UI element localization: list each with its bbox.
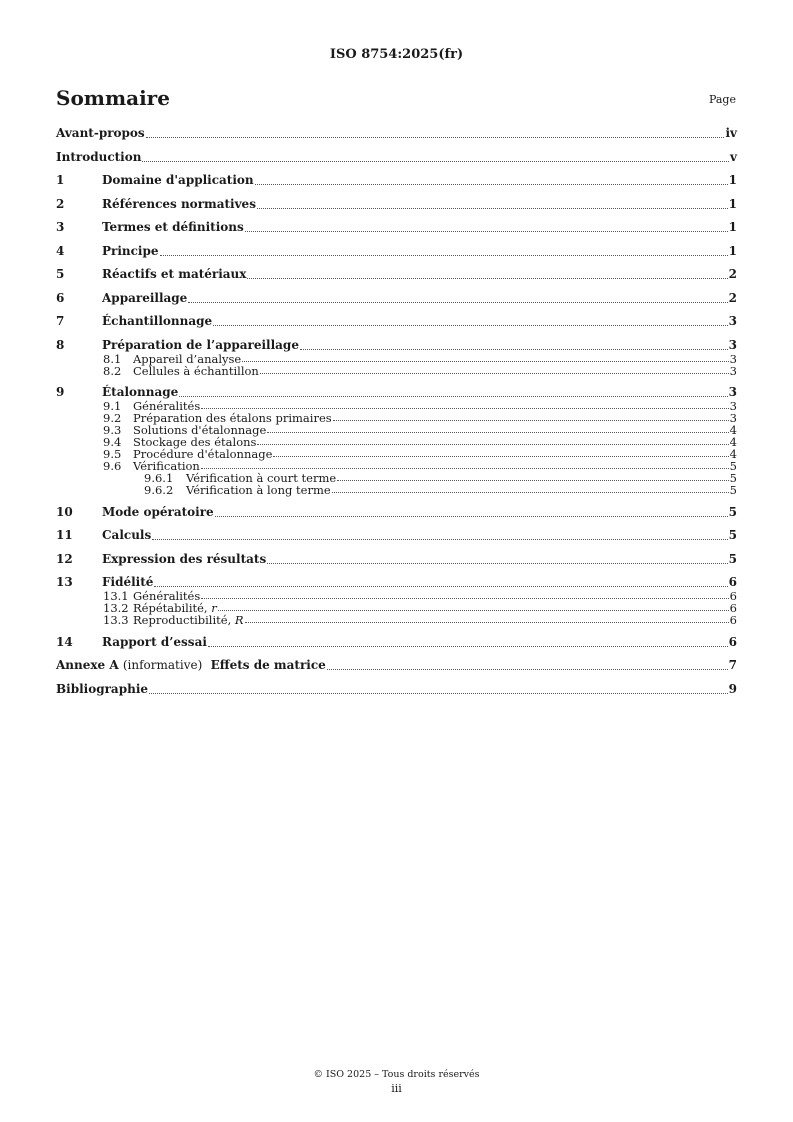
dot-leader xyxy=(201,408,728,409)
toc-entry-page: 4 xyxy=(729,447,737,461)
annex-title: Effets de matrice xyxy=(210,658,326,672)
toc-entry-page: 3 xyxy=(728,385,737,399)
toc-entry-label: Généralités xyxy=(133,399,201,413)
toc-entry-page: 3 xyxy=(729,363,737,378)
toc-entry-number: 2 xyxy=(56,196,65,211)
toc-entry-1[interactable] xyxy=(56,172,737,188)
annex-label: Annexe A xyxy=(56,658,119,672)
toc-entry-number: 9.1 xyxy=(103,399,122,413)
page-footer xyxy=(0,1068,793,1096)
dot-leader xyxy=(208,646,728,647)
dot-leader xyxy=(154,586,727,587)
toc-entry-page: v xyxy=(730,149,737,164)
dot-leader xyxy=(160,255,728,256)
toc-entry-label: Termes et définitions xyxy=(102,220,244,234)
toc-entry-page: 5 xyxy=(729,471,737,485)
toc-entry-number: 4 xyxy=(56,243,65,258)
toc-entry-number: 13.1 xyxy=(103,589,129,603)
toc-entry-bibliographie[interactable] xyxy=(56,681,737,697)
toc-entry-3[interactable] xyxy=(56,219,737,235)
toc-entry-page: iv xyxy=(725,126,737,140)
dot-leader xyxy=(273,456,728,457)
toc-entry-page: 2 xyxy=(728,267,737,281)
dot-leader xyxy=(255,184,728,185)
toc-entry-5[interactable] xyxy=(56,266,737,282)
dot-leader xyxy=(201,468,729,469)
toc-entry-number: 8.1 xyxy=(103,351,122,366)
toc-entry-label: Vérification xyxy=(133,459,200,473)
toc-entry-number: 9.2 xyxy=(103,411,122,425)
toc-entry-annex-a[interactable] xyxy=(56,657,737,673)
dot-leader xyxy=(152,539,727,540)
toc-entry-number: 14 xyxy=(56,634,73,649)
dot-leader xyxy=(188,302,727,303)
toc-entry-7[interactable] xyxy=(56,313,737,329)
toc-entry-label: Cellules à échantillon xyxy=(133,363,259,378)
toc-entry-9[interactable] xyxy=(56,384,737,400)
toc-entry-number: 10 xyxy=(56,504,73,519)
document-header: ISO 8754:2025(fr) xyxy=(329,47,464,62)
toc-entry-number: 13 xyxy=(56,575,73,589)
toc-entry-label-variable: r xyxy=(211,601,217,615)
toc-entry-page: 4 xyxy=(729,423,737,437)
toc-entry-label-text: Répétabilité, xyxy=(133,601,212,615)
toc-entry-number: 1 xyxy=(56,173,65,187)
toc-entry-page: 4 xyxy=(729,435,737,449)
toc-entry-label: Préparation des étalons primaires xyxy=(133,411,332,425)
toc-entry-page: 5 xyxy=(729,459,737,473)
toc-entry-page: 6 xyxy=(729,589,737,603)
toc-entry-introduction[interactable] xyxy=(56,149,737,165)
toc-entry-11[interactable] xyxy=(56,527,737,543)
dot-leader xyxy=(300,349,728,350)
toc-entry-number: 13.2 xyxy=(103,601,129,615)
toc-entry-label: Appareillage xyxy=(102,290,188,305)
toc-entry-14[interactable] xyxy=(56,634,737,650)
toc-entry-number: 8 xyxy=(56,337,65,352)
toc-entry-page: 3 xyxy=(728,337,737,352)
dot-leader xyxy=(218,610,729,611)
toc-entry-number: 9.4 xyxy=(103,435,122,449)
toc-entry-page: 5 xyxy=(728,504,737,519)
toc-entry-page: 5 xyxy=(728,528,737,542)
toc-entry-page: 3 xyxy=(728,314,737,328)
table-of-contents xyxy=(56,125,737,697)
toc-entry-page: 3 xyxy=(729,411,737,425)
toc-entry-label: Préparation de l’appareillage xyxy=(102,337,299,352)
toc-entry-page: 3 xyxy=(729,399,737,413)
dot-leader xyxy=(201,598,728,599)
toc-entry-label: Vérification à long terme xyxy=(186,483,331,497)
copyright-notice: © ISO 2025 – Tous droits réservés xyxy=(313,1069,480,1080)
toc-entry-label: Principe xyxy=(102,243,159,258)
toc-entry-label: Domaine d'application xyxy=(102,173,254,187)
toc-entry-12[interactable] xyxy=(56,551,737,567)
toc-entry-page: 5 xyxy=(728,551,737,566)
toc-entry-label: Réactifs et matériaux xyxy=(102,267,247,281)
dot-leader xyxy=(142,161,729,162)
dot-leader xyxy=(327,669,728,670)
toc-entry-label: Échantillonnage xyxy=(102,314,213,328)
toc-entry-8-1[interactable] xyxy=(56,353,737,365)
toc-entry-label: Stockage des étalons xyxy=(133,435,257,449)
toc-entry-label: Rapport d’essai xyxy=(102,634,207,649)
toc-entry-number: 7 xyxy=(56,314,65,328)
toc-entry-label: Introduction xyxy=(56,149,142,164)
toc-entry-page: 6 xyxy=(729,601,737,615)
toc-entry-label: Calculs xyxy=(102,528,152,542)
toc-entry-13-3[interactable] xyxy=(56,614,737,626)
toc-entry-number: 13.3 xyxy=(103,613,129,627)
toc-entry-label: Bibliographie xyxy=(56,681,149,696)
dot-leader xyxy=(213,325,727,326)
dot-leader xyxy=(260,373,729,374)
toc-entry-page: 6 xyxy=(728,575,737,589)
dot-leader xyxy=(257,444,728,445)
toc-entry-number: 6 xyxy=(56,290,65,305)
toc-entry-page: 1 xyxy=(728,220,737,234)
toc-entry-label-text: Reproductibilité, xyxy=(133,613,235,627)
toc-entry-number: 3 xyxy=(56,220,65,234)
toc-entry-9-6-2[interactable] xyxy=(56,484,737,496)
toc-entry-4[interactable] xyxy=(56,243,737,259)
annex-type: (informative) xyxy=(122,658,203,672)
toc-entry-number: 9.5 xyxy=(103,447,122,461)
toc-entry-label-variable: R xyxy=(234,613,244,627)
dot-leader xyxy=(257,208,728,209)
toc-entry-page: 1 xyxy=(728,196,737,211)
dot-leader xyxy=(337,480,728,481)
dot-leader xyxy=(332,492,729,493)
dot-leader xyxy=(267,432,728,433)
toc-entry-page: 5 xyxy=(729,483,737,497)
toc-entry-page: 3 xyxy=(729,351,737,366)
dot-leader xyxy=(267,563,727,564)
toc-entry-label xyxy=(133,614,244,626)
dot-leader xyxy=(247,278,727,279)
title-row xyxy=(56,86,736,112)
dot-leader xyxy=(215,516,728,517)
dot-leader xyxy=(245,231,728,232)
toc-entry-label: Mode opératoire xyxy=(102,504,214,519)
toc-entry-label: Avant-propos xyxy=(56,126,145,140)
toc-entry-label: Généralités xyxy=(133,589,201,603)
toc-entry-label: Procédure d'étalonnage xyxy=(133,447,273,461)
dot-leader xyxy=(146,137,725,138)
toc-entry-page: 2 xyxy=(728,290,737,305)
toc-entry-6[interactable] xyxy=(56,290,737,306)
toc-entry-label xyxy=(56,657,326,673)
toc-entry-number: 9.6 xyxy=(103,459,122,473)
dot-leader xyxy=(179,396,727,397)
dot-leader xyxy=(333,420,729,421)
toc-entry-page: 6 xyxy=(729,613,737,627)
toc-entry-number: 9 xyxy=(56,385,65,399)
toc-entry-number: 9.3 xyxy=(103,423,122,437)
toc-entry-number: 11 xyxy=(56,528,73,542)
toc-entry-avant-propos[interactable] xyxy=(56,125,737,141)
toc-entry-label: Vérification à court terme xyxy=(186,471,337,485)
page-title: Sommaire xyxy=(56,86,170,110)
toc-entry-13[interactable] xyxy=(56,574,737,590)
dot-leader xyxy=(245,622,729,623)
page-number: iii xyxy=(391,1082,402,1095)
toc-entry-2[interactable] xyxy=(56,196,737,212)
toc-entry-number: 5 xyxy=(56,267,65,281)
toc-entry-label: Références normatives xyxy=(102,196,256,211)
toc-entry-label: Fidélité xyxy=(102,575,154,589)
toc-entry-number: 9.6.1 xyxy=(144,471,174,485)
toc-entry-label: Étalonnage xyxy=(102,385,179,399)
dot-leader xyxy=(149,693,728,694)
toc-entry-page: 1 xyxy=(728,173,737,187)
page-column-label: Page xyxy=(708,93,736,106)
toc-entry-label: Appareil d’analyse xyxy=(133,351,242,366)
toc-entry-10[interactable] xyxy=(56,504,737,520)
toc-entry-page: 7 xyxy=(728,658,737,672)
dot-leader xyxy=(242,361,728,362)
toc-entry-page: 6 xyxy=(728,634,737,649)
toc-entry-8-2[interactable] xyxy=(56,365,737,377)
toc-entry-number: 9.6.2 xyxy=(144,483,174,497)
toc-entry-page: 9 xyxy=(728,681,737,696)
toc-entry-page: 1 xyxy=(728,243,737,258)
toc-entry-number: 12 xyxy=(56,551,73,566)
toc-entry-label: Expression des résultats xyxy=(102,551,267,566)
toc-entry-8[interactable] xyxy=(56,337,737,353)
toc-entry-number: 8.2 xyxy=(103,363,122,378)
toc-entry-label: Solutions d'étalonnage xyxy=(133,423,267,437)
